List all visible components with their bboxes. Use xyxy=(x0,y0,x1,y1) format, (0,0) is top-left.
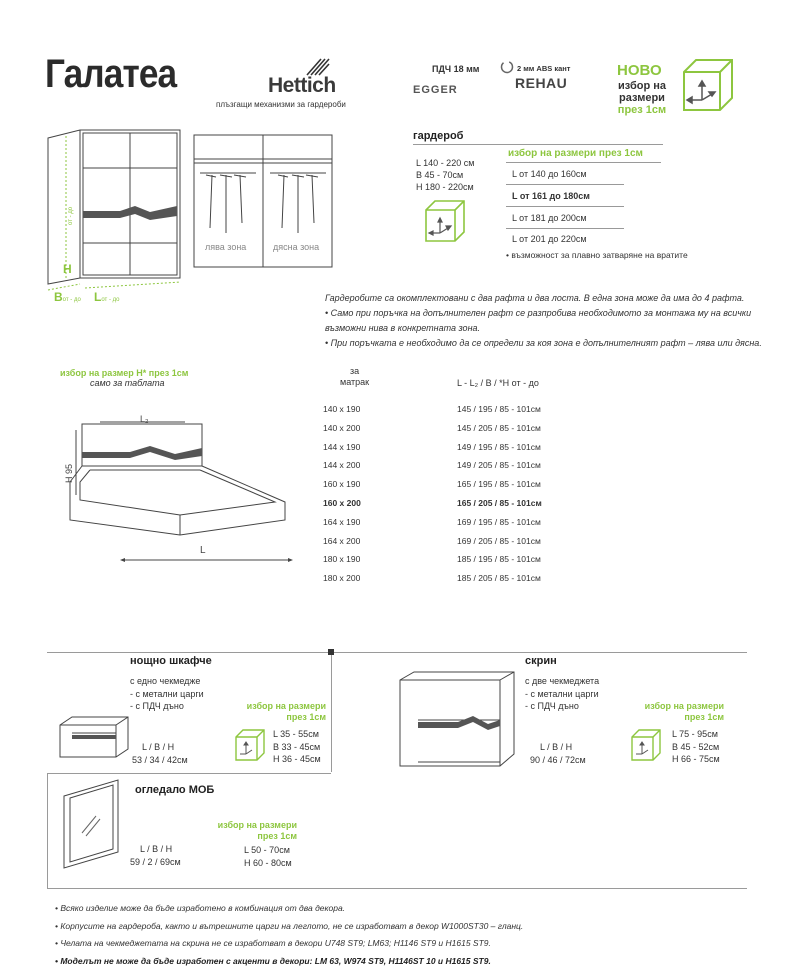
new-line-2: размери xyxy=(619,92,665,104)
wardrobe-h-range: от - до xyxy=(68,206,74,225)
wardrobe-b-label xyxy=(54,290,81,304)
chest-range: B 45 - 52см xyxy=(672,741,720,752)
egger-logo-text: EGGER xyxy=(413,84,458,96)
bed-drawing xyxy=(60,410,300,575)
chest-features xyxy=(525,675,599,713)
nightstand-range: B 33 - 45см xyxy=(273,741,321,752)
wardrobe-l: L xyxy=(94,290,102,304)
bed-choice-sub: само за таблата xyxy=(90,378,165,388)
wardrobe-l-label xyxy=(94,290,119,304)
bed-row-matrak: 180 x 200 xyxy=(323,573,361,584)
chest-range: L 75 - 95см xyxy=(672,729,718,739)
nightstand-choice xyxy=(236,701,326,723)
bed-row-matrak: 160 x 200 xyxy=(323,498,361,508)
footer-note: • Корпусите на гардероба, както и вътрешните царги на леглото, не се изработват в декор W1000ST30 – гланц. xyxy=(55,920,524,931)
hettich-logo: Hettich xyxy=(268,74,336,97)
wardrobe-size-row: L от 161 до 180см xyxy=(506,186,624,207)
wardrobe-choice-divider xyxy=(506,162,661,163)
left-zone-label: лява зона xyxy=(205,242,247,252)
wardrobe-size-row: L от 181 до 200см xyxy=(506,208,624,229)
mirror-ranges xyxy=(244,844,292,870)
bed-row-matrak: 164 x 200 xyxy=(323,535,361,546)
nightstand-title: нощно шкафче xyxy=(130,655,212,667)
wardrobe-b-range: от - до xyxy=(62,297,81,303)
nightstand-range: H 36 - 45см xyxy=(273,754,321,764)
nightstand-cube-icon xyxy=(234,728,266,762)
bed-row-matrak: 140 x 200 xyxy=(323,422,361,433)
footer-note: • Челата на чекмеджетата на скрина не се изработват в декори U748 ST9; LM63; H1146 ST9 и H1615 ST9. xyxy=(55,938,491,948)
bed-col1-line2: матрак xyxy=(340,377,370,387)
bed-choice-title: избор на размер H* през 1см xyxy=(60,368,189,378)
bed-row-dims: 185 / 205 / 85 - 101см xyxy=(457,573,541,584)
new-line-3: през 1см xyxy=(617,104,667,116)
new-badge: НОВО xyxy=(617,62,662,79)
wardrobe-dim-l: L 140 - 220 см xyxy=(416,158,475,168)
mirror-range: L 50 - 70см xyxy=(244,845,290,855)
chest-choice-1: избор на размери xyxy=(644,701,724,711)
wardrobe-soft-close-note: • възможност за плавно затваряне на вратите xyxy=(506,250,688,260)
bed-row-dims: 149 / 205 / 85 - 101см xyxy=(457,460,541,471)
section-vdivider xyxy=(331,652,332,772)
bed-row-matrak: 180 x 190 xyxy=(323,554,361,565)
nightstand-dims: 53 / 34 / 42см xyxy=(132,755,188,765)
wardrobe-choice-title: избор на размери през 1см xyxy=(508,148,643,159)
mirror-choice-2: през 1см xyxy=(257,831,297,841)
mirror-title: огледало МОБ xyxy=(135,784,215,796)
bed-row-matrak: 160 x 190 xyxy=(323,479,361,490)
mirror-range: H 60 - 80см xyxy=(244,858,292,868)
nightstand-feature: с едно чекмедже xyxy=(130,676,201,686)
mirror-choice xyxy=(205,820,297,842)
bed-col1-header xyxy=(340,366,369,388)
mirror-drawing xyxy=(62,778,124,870)
bed-row-matrak: 140 x 190 xyxy=(323,404,361,414)
bed-col2-header: L - L₂ / B / *H от - до xyxy=(457,378,539,388)
wardrobe-info-3: възможни нива в конкретната зона. xyxy=(325,323,481,333)
chest-range: H 66 - 75см xyxy=(672,754,720,764)
nightstand-drawing xyxy=(58,715,130,761)
chest-choice-2: през 1см xyxy=(684,712,724,722)
bed-row-dims: 165 / 195 / 85 - 101см xyxy=(457,479,541,490)
bed-row-matrak: 164 x 190 xyxy=(323,516,361,527)
nightstand-choice-1: избор на размери xyxy=(246,701,326,711)
nightstand-feature: - с метални царги xyxy=(130,688,204,699)
footer-note: • Моделът не може да бъде изработен с акценти в декори: LM 63, W974 ST9, H1146ST 10 и H1615 ST9. xyxy=(55,955,491,966)
nightstand-feature: - с ПДЧ дъно xyxy=(130,701,184,711)
page-title: Галатеа xyxy=(45,52,177,96)
wardrobe-cube-icon xyxy=(423,198,467,244)
chest-feature: - с метални царги xyxy=(525,688,599,699)
divider-mark xyxy=(328,649,334,655)
chest-feature: - с ПДЧ дъно xyxy=(525,701,579,711)
hettich-subtitle: плъзгащи механизми за гардероби xyxy=(216,100,346,109)
footer-note: • Всяко изделие може да бъде изработено в комбинация от два декора. xyxy=(55,903,346,913)
bed-row-dims: 149 / 195 / 85 - 101см xyxy=(457,441,541,452)
footer-notes xyxy=(55,900,523,970)
size-cube-icon xyxy=(680,56,736,114)
chest-title: скрин xyxy=(525,655,557,667)
wardrobe-info-4: • При поръчката е необходимо да се определи за коя зона е допълнителният рафт – лява или дясна. xyxy=(325,338,762,348)
board-label: ПДЧ 18 мм xyxy=(432,64,480,74)
bed-row-dims: 145 / 195 / 85 - 101см xyxy=(457,404,541,414)
right-zone-label: дясна зона xyxy=(273,242,320,252)
chest-choice xyxy=(632,701,724,723)
chest-dims-label: L / B / H xyxy=(540,742,573,752)
bed-l2-label: L₂ xyxy=(140,414,149,424)
chest-cube-icon xyxy=(630,728,662,762)
wardrobe-dim-h: H 180 - 220см xyxy=(416,182,474,192)
chest-feature: с две чекмеджета xyxy=(525,676,600,686)
mirror-dims-label: L / B / H xyxy=(140,844,173,854)
section-divider xyxy=(47,652,747,653)
bed-row-matrak: 144 x 190 xyxy=(323,441,361,452)
bed-l-label: L xyxy=(200,545,206,556)
nightstand-ranges xyxy=(273,728,321,766)
wardrobe-size-row: L от 140 до 160см xyxy=(506,164,624,185)
bed-row-dims: 165 / 205 / 85 - 101см xyxy=(457,498,542,508)
wardrobe-dims xyxy=(416,157,474,193)
wardrobe-size-row: L от 201 до 220см xyxy=(512,234,587,244)
bed-row-dims: 169 / 195 / 85 - 101см xyxy=(457,516,541,527)
chest-drawing xyxy=(398,670,516,770)
wardrobe-dim-b: B 45 - 70см xyxy=(416,170,464,180)
bed-col1-line1: за xyxy=(349,366,360,376)
bed-row-dims: 145 / 205 / 85 - 101см xyxy=(457,422,541,433)
bed-row-dims: 185 / 195 / 85 - 101см xyxy=(457,554,541,565)
chest-dims: 90 / 46 / 72см xyxy=(530,755,586,765)
mirror-top-divider xyxy=(47,773,331,774)
wardrobe-h-label xyxy=(63,262,72,276)
mirror-left-divider xyxy=(47,773,48,888)
footer-divider xyxy=(47,888,747,889)
wardrobe-info-2: • Само при поръчка на допълнителен рафт се разпробива необходимото за монтажа му на всички xyxy=(325,308,752,318)
wardrobe-top-divider xyxy=(413,144,663,145)
nightstand-choice-2: през 1см xyxy=(286,712,326,722)
nightstand-dims-label: L / B / H xyxy=(142,742,175,752)
bed-h-label: H 95 xyxy=(64,463,74,483)
new-line-1: избор на xyxy=(617,80,666,92)
nightstand-features xyxy=(130,675,204,713)
new-text-block xyxy=(615,80,669,116)
wardrobe-b: B xyxy=(54,290,63,304)
nightstand-range: L 35 - 55см xyxy=(273,729,319,739)
egger-logo xyxy=(413,84,487,95)
chest-ranges xyxy=(672,728,720,766)
wardrobe-info-1: Гардеробите са окомплектовани с два рафта и два лоста. В една зона може да има до 4 рафта. xyxy=(325,293,745,303)
wardrobe-h: H xyxy=(63,262,72,276)
bed-row-dims: 169 / 205 / 85 - 101см xyxy=(457,535,541,546)
wardrobe-info xyxy=(325,291,762,351)
mirror-dims: 59 / 2 / 69см xyxy=(130,857,181,867)
mirror-choice-1: избор на размери xyxy=(217,820,297,830)
rehau-circle-icon xyxy=(500,60,514,74)
wardrobe-title: гардероб xyxy=(413,130,464,142)
wardrobe-l-range: от - до xyxy=(101,297,120,303)
edge-label: 2 мм ABS кант xyxy=(517,64,571,73)
rehau-logo: REHAU xyxy=(515,75,568,91)
bed-row-matrak: 144 x 200 xyxy=(323,460,361,471)
